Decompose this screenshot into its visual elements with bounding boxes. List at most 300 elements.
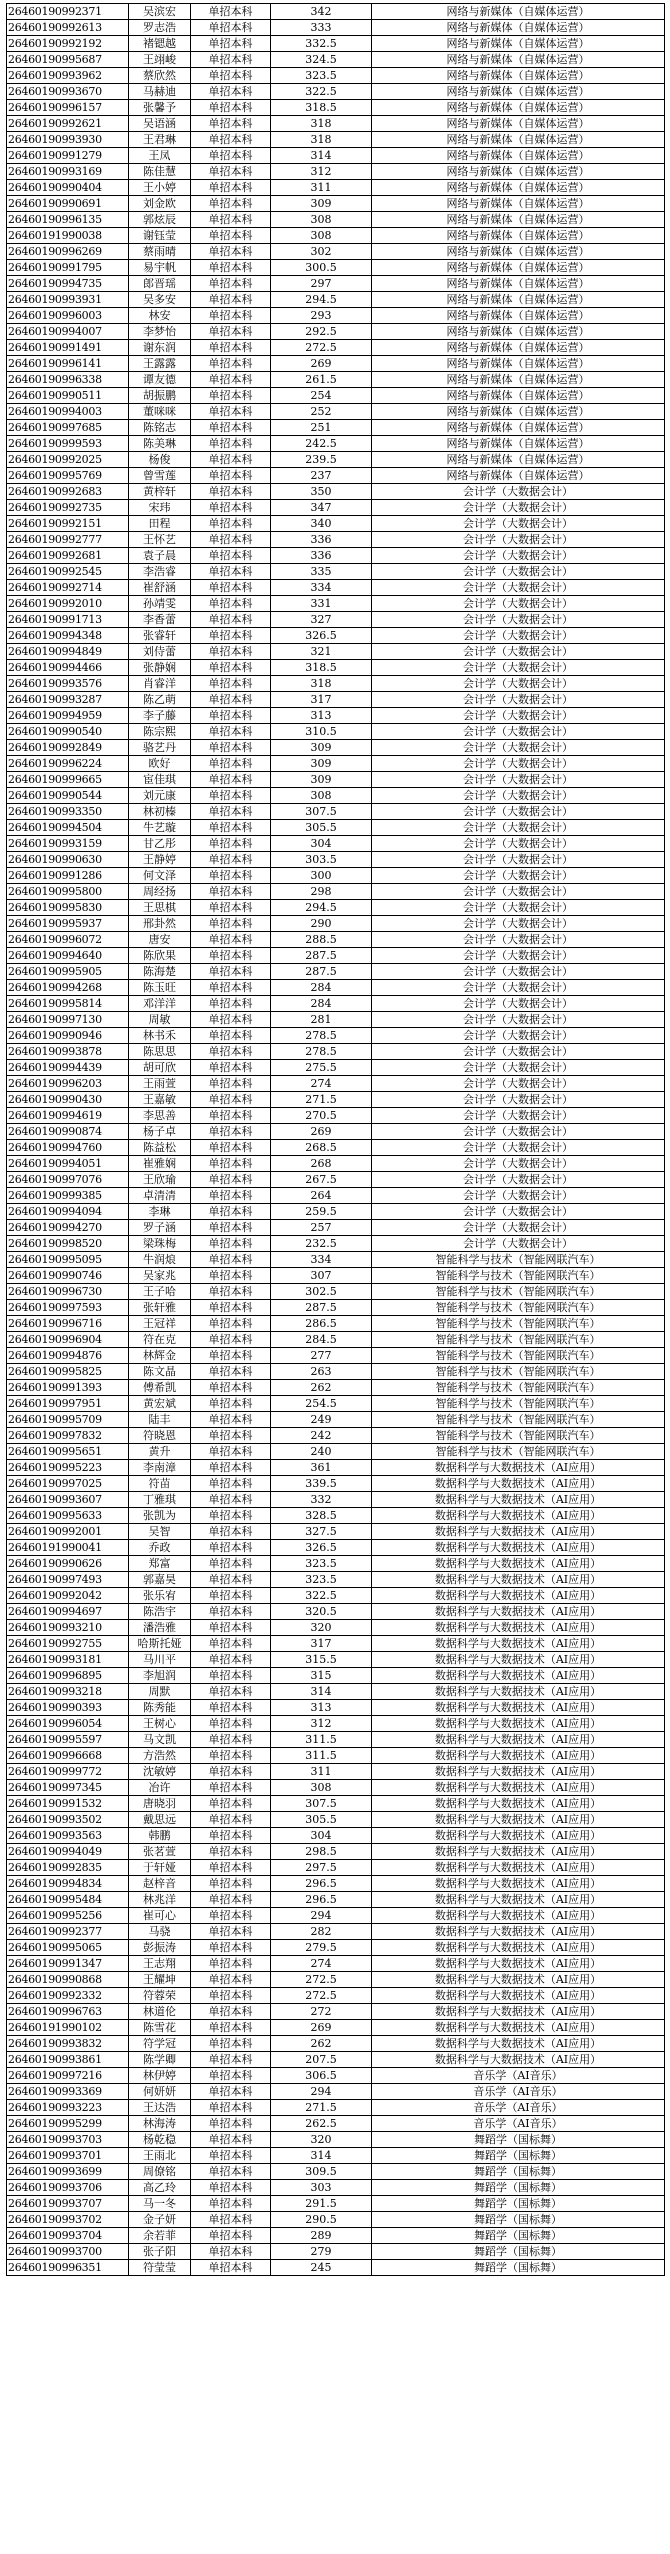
candidate-id-cell: 26460190993706	[7, 2180, 129, 2196]
table-row	[7, 964, 665, 980]
admission-type-cell: 单招本科	[191, 836, 271, 852]
table-row	[7, 676, 665, 692]
candidate-id-cell: 26460190993707	[7, 2196, 129, 2212]
major-cell: 会计学（大数据会计）	[372, 1204, 665, 1220]
candidate-id-cell: 26460190993700	[7, 2244, 129, 2260]
score-cell: 284	[271, 980, 372, 996]
table-row	[7, 452, 665, 468]
major-cell: 舞蹈学（国标舞）	[372, 2244, 665, 2260]
admission-type-cell: 单招本科	[191, 1476, 271, 1492]
major-cell: 数据科学与大数据技术（AI应用）	[372, 1924, 665, 1940]
candidate-name-cell: 陈铭志	[129, 420, 191, 436]
candidate-id-cell: 26460190999593	[7, 436, 129, 452]
score-cell: 290	[271, 916, 372, 932]
candidate-name-cell: 陈文晶	[129, 1364, 191, 1380]
major-cell: 数据科学与大数据技术（AI应用）	[372, 1972, 665, 1988]
score-cell: 308	[271, 788, 372, 804]
major-cell: 会计学（大数据会计）	[372, 1076, 665, 1092]
candidate-id-cell: 26460190995769	[7, 468, 129, 484]
candidate-name-cell: 黄梓轩	[129, 484, 191, 500]
score-cell: 288.5	[271, 932, 372, 948]
admission-type-cell: 单招本科	[191, 1300, 271, 1316]
score-cell: 278.5	[271, 1028, 372, 1044]
candidate-id-cell: 26460190992010	[7, 596, 129, 612]
candidate-id-cell: 26460190992613	[7, 20, 129, 36]
score-cell: 347	[271, 500, 372, 516]
admission-type-cell: 单招本科	[191, 404, 271, 420]
table-row	[7, 2132, 665, 2148]
candidate-name-cell: 张凯为	[129, 1508, 191, 1524]
candidate-id-cell: 26460190994834	[7, 1876, 129, 1892]
admission-type-cell: 单招本科	[191, 244, 271, 260]
candidate-id-cell: 26460190995709	[7, 1412, 129, 1428]
admission-type-cell: 单招本科	[191, 1620, 271, 1636]
candidate-name-cell: 哈斯托娅	[129, 1636, 191, 1652]
admission-type-cell: 单招本科	[191, 36, 271, 52]
candidate-id-cell: 26460190997685	[7, 420, 129, 436]
table-row	[7, 932, 665, 948]
score-cell: 302.5	[271, 1284, 372, 1300]
major-cell: 会计学（大数据会计）	[372, 580, 665, 596]
candidate-id-cell: 26460190994051	[7, 1156, 129, 1172]
admission-type-cell: 单招本科	[191, 1188, 271, 1204]
candidate-name-cell: 吴多安	[129, 292, 191, 308]
admission-type-cell: 单招本科	[191, 1236, 271, 1252]
candidate-id-cell: 26460190993169	[7, 164, 129, 180]
major-cell: 网络与新媒体（自媒体运营）	[372, 276, 665, 292]
table-row	[7, 692, 665, 708]
candidate-name-cell: 王雨萱	[129, 1076, 191, 1092]
major-cell: 舞蹈学（国标舞）	[372, 2212, 665, 2228]
score-cell: 317	[271, 1636, 372, 1652]
score-cell: 327	[271, 612, 372, 628]
candidate-name-cell: 符苗	[129, 1476, 191, 1492]
score-cell: 326.5	[271, 1540, 372, 1556]
admission-type-cell: 单招本科	[191, 1220, 271, 1236]
major-cell: 网络与新媒体（自媒体运营）	[372, 452, 665, 468]
candidate-name-cell: 李南漳	[129, 1460, 191, 1476]
table-row	[7, 564, 665, 580]
score-cell: 261.5	[271, 372, 372, 388]
admission-type-cell: 单招本科	[191, 4, 271, 20]
score-cell: 308	[271, 228, 372, 244]
score-cell: 294.5	[271, 292, 372, 308]
admission-list-table	[6, 3, 665, 2276]
score-cell: 311.5	[271, 1748, 372, 1764]
major-cell: 网络与新媒体（自媒体运营）	[372, 260, 665, 276]
major-cell: 会计学（大数据会计）	[372, 932, 665, 948]
score-cell: 304	[271, 1828, 372, 1844]
table-row	[7, 1428, 665, 1444]
admission-type-cell: 单招本科	[191, 996, 271, 1012]
candidate-id-cell: 26460190999772	[7, 1764, 129, 1780]
candidate-id-cell: 26460190996730	[7, 1284, 129, 1300]
table-row	[7, 1652, 665, 1668]
candidate-id-cell: 26460190992192	[7, 36, 129, 52]
table-row	[7, 1492, 665, 1508]
table-row	[7, 404, 665, 420]
score-cell: 327.5	[271, 1524, 372, 1540]
table-row	[7, 356, 665, 372]
major-cell: 智能科学与技术（智能网联汽车）	[372, 1316, 665, 1332]
score-cell: 314	[271, 1684, 372, 1700]
table-row	[7, 372, 665, 388]
score-cell: 263	[271, 1364, 372, 1380]
candidate-id-cell: 26460190993699	[7, 2164, 129, 2180]
candidate-id-cell: 26460190994760	[7, 1140, 129, 1156]
score-cell: 318	[271, 676, 372, 692]
score-cell: 269	[271, 356, 372, 372]
candidate-id-cell: 26460190994849	[7, 644, 129, 660]
candidate-name-cell: 林书禾	[129, 1028, 191, 1044]
score-cell: 332	[271, 1492, 372, 1508]
candidate-id-cell: 26460190994876	[7, 1348, 129, 1364]
score-cell: 294.5	[271, 900, 372, 916]
admission-type-cell: 单招本科	[191, 1524, 271, 1540]
candidate-name-cell: 陈浩宇	[129, 1604, 191, 1620]
score-cell: 264	[271, 1188, 372, 1204]
admission-type-cell: 单招本科	[191, 1876, 271, 1892]
candidate-id-cell: 26460190995299	[7, 2116, 129, 2132]
candidate-name-cell: 周默	[129, 1684, 191, 1700]
admission-type-cell: 单招本科	[191, 436, 271, 452]
major-cell: 会计学（大数据会计）	[372, 596, 665, 612]
candidate-id-cell: 26460190993704	[7, 2228, 129, 2244]
admission-type-cell: 单招本科	[191, 980, 271, 996]
candidate-id-cell: 26460190991491	[7, 340, 129, 356]
candidate-name-cell: 沈敏婷	[129, 1764, 191, 1780]
table-row	[7, 2148, 665, 2164]
admission-type-cell: 单招本科	[191, 2052, 271, 2068]
major-cell: 会计学（大数据会计）	[372, 1060, 665, 1076]
candidate-name-cell: 马骁	[129, 1924, 191, 1940]
admission-type-cell: 单招本科	[191, 1860, 271, 1876]
admission-type-cell: 单招本科	[191, 1012, 271, 1028]
admission-type-cell: 单招本科	[191, 1636, 271, 1652]
candidate-id-cell: 26460190993576	[7, 676, 129, 692]
score-cell: 272.5	[271, 1972, 372, 1988]
admission-type-cell: 单招本科	[191, 532, 271, 548]
major-cell: 网络与新媒体（自媒体运营）	[372, 228, 665, 244]
candidate-name-cell: 王小婷	[129, 180, 191, 196]
table-row	[7, 196, 665, 212]
candidate-id-cell: 26460190997025	[7, 1476, 129, 1492]
major-cell: 会计学（大数据会计）	[372, 1188, 665, 1204]
admission-type-cell: 单招本科	[191, 596, 271, 612]
major-cell: 会计学（大数据会计）	[372, 500, 665, 516]
score-cell: 318.5	[271, 100, 372, 116]
score-cell: 272	[271, 2004, 372, 2020]
score-cell: 269	[271, 1124, 372, 1140]
score-cell: 297.5	[271, 1860, 372, 1876]
score-cell: 328.5	[271, 1508, 372, 1524]
admission-type-cell: 单招本科	[191, 1364, 271, 1380]
score-cell: 242	[271, 1428, 372, 1444]
candidate-name-cell: 曾雪莲	[129, 468, 191, 484]
candidate-name-cell: 陈秀能	[129, 1700, 191, 1716]
admission-type-cell: 单招本科	[191, 1140, 271, 1156]
candidate-id-cell: 26460190993930	[7, 132, 129, 148]
score-cell: 297	[271, 276, 372, 292]
candidate-id-cell: 26460190994619	[7, 1108, 129, 1124]
admission-type-cell: 单招本科	[191, 1108, 271, 1124]
candidate-name-cell: 陈佳慧	[129, 164, 191, 180]
score-cell: 286.5	[271, 1316, 372, 1332]
table-row	[7, 2228, 665, 2244]
table-row	[7, 1028, 665, 1044]
score-cell: 311	[271, 180, 372, 196]
table-row	[7, 228, 665, 244]
score-cell: 279	[271, 2244, 372, 2260]
major-cell: 网络与新媒体（自媒体运营）	[372, 420, 665, 436]
table-row	[7, 1124, 665, 1140]
admission-type-cell: 单招本科	[191, 964, 271, 980]
candidate-id-cell: 26460190992545	[7, 564, 129, 580]
score-cell: 309.5	[271, 2164, 372, 2180]
score-cell: 252	[271, 404, 372, 420]
major-cell: 智能科学与技术（智能网联汽车）	[372, 1284, 665, 1300]
score-cell: 292.5	[271, 324, 372, 340]
candidate-name-cell: 周僚铭	[129, 2164, 191, 2180]
table-row	[7, 2196, 665, 2212]
candidate-name-cell: 杨俊	[129, 452, 191, 468]
score-cell: 320	[271, 1620, 372, 1636]
admission-type-cell: 单招本科	[191, 900, 271, 916]
candidate-id-cell: 26460190996351	[7, 2260, 129, 2276]
candidate-id-cell: 26460190997493	[7, 1572, 129, 1588]
candidate-name-cell: 张子阳	[129, 2244, 191, 2260]
table-row	[7, 644, 665, 660]
table-row	[7, 1188, 665, 1204]
table-row	[7, 1940, 665, 1956]
admission-type-cell: 单招本科	[191, 564, 271, 580]
major-cell: 会计学（大数据会计）	[372, 644, 665, 660]
candidate-name-cell: 吴滨宏	[129, 4, 191, 20]
major-cell: 会计学（大数据会计）	[372, 1044, 665, 1060]
score-cell: 282	[271, 1924, 372, 1940]
candidate-name-cell: 乔政	[129, 1540, 191, 1556]
score-cell: 242.5	[271, 436, 372, 452]
candidate-id-cell: 26460190995937	[7, 916, 129, 932]
score-cell: 313	[271, 1700, 372, 1716]
candidate-id-cell: 26460190991713	[7, 612, 129, 628]
table-row	[7, 1860, 665, 1876]
admission-type-cell: 单招本科	[191, 868, 271, 884]
admission-type-cell: 单招本科	[191, 2036, 271, 2052]
candidate-name-cell: 符在克	[129, 1332, 191, 1348]
admission-type-cell: 单招本科	[191, 388, 271, 404]
admission-type-cell: 单招本科	[191, 68, 271, 84]
admission-type-cell: 单招本科	[191, 1396, 271, 1412]
table-row	[7, 20, 665, 36]
candidate-id-cell: 26460190993350	[7, 804, 129, 820]
table-row	[7, 1924, 665, 1940]
major-cell: 音乐学（AI音乐）	[372, 2100, 665, 2116]
score-cell: 274	[271, 1076, 372, 1092]
candidate-name-cell: 胡可欣	[129, 1060, 191, 1076]
table-row	[7, 1796, 665, 1812]
candidate-name-cell: 王志翔	[129, 1956, 191, 1972]
major-cell: 数据科学与大数据技术（AI应用）	[372, 1956, 665, 1972]
admission-type-cell: 单招本科	[191, 1940, 271, 1956]
candidate-id-cell: 26460190998520	[7, 1236, 129, 1252]
major-cell: 智能科学与技术（智能网联汽车）	[372, 1380, 665, 1396]
table-row	[7, 1876, 665, 1892]
score-cell: 303	[271, 2180, 372, 2196]
score-cell: 245	[271, 2260, 372, 2276]
score-cell: 240	[271, 1444, 372, 1460]
admission-type-cell: 单招本科	[191, 932, 271, 948]
admission-type-cell: 单招本科	[191, 644, 271, 660]
score-cell: 271.5	[271, 2100, 372, 2116]
score-cell: 307	[271, 1268, 372, 1284]
major-cell: 数据科学与大数据技术（AI应用）	[372, 1748, 665, 1764]
candidate-name-cell: 宦佳琪	[129, 772, 191, 788]
candidate-id-cell: 26460190994049	[7, 1844, 129, 1860]
candidate-name-cell: 周经扬	[129, 884, 191, 900]
candidate-id-cell: 26460190992621	[7, 116, 129, 132]
score-cell: 350	[271, 484, 372, 500]
candidate-id-cell: 26460190995814	[7, 996, 129, 1012]
candidate-name-cell: 林辉金	[129, 1348, 191, 1364]
admission-type-cell: 单招本科	[191, 2020, 271, 2036]
admission-type-cell: 单招本科	[191, 884, 271, 900]
admission-type-cell: 单招本科	[191, 260, 271, 276]
major-cell: 网络与新媒体（自媒体运营）	[372, 132, 665, 148]
candidate-name-cell: 郭嘉昊	[129, 1572, 191, 1588]
candidate-id-cell: 26460190995905	[7, 964, 129, 980]
candidate-id-cell: 26460190991279	[7, 148, 129, 164]
admission-type-cell: 单招本科	[191, 1028, 271, 1044]
candidate-name-cell: 梁珠梅	[129, 1236, 191, 1252]
admission-type-cell: 单招本科	[191, 2196, 271, 2212]
major-cell: 网络与新媒体（自媒体运营）	[372, 68, 665, 84]
table-row	[7, 612, 665, 628]
score-cell: 312	[271, 1716, 372, 1732]
score-cell: 336	[271, 548, 372, 564]
candidate-id-cell: 26460190990404	[7, 180, 129, 196]
admission-type-cell: 单招本科	[191, 708, 271, 724]
table-row	[7, 788, 665, 804]
score-cell: 271.5	[271, 1092, 372, 1108]
candidate-id-cell: 26460190992681	[7, 548, 129, 564]
admission-type-cell: 单招本科	[191, 20, 271, 36]
major-cell: 会计学（大数据会计）	[372, 612, 665, 628]
table-row	[7, 292, 665, 308]
major-cell: 智能科学与技术（智能网联汽车）	[372, 1396, 665, 1412]
table-row	[7, 1636, 665, 1652]
candidate-id-cell: 26460190993502	[7, 1812, 129, 1828]
table-row	[7, 2180, 665, 2196]
table-row	[7, 660, 665, 676]
admission-type-cell: 单招本科	[191, 1764, 271, 1780]
admission-type-cell: 单招本科	[191, 1908, 271, 1924]
candidate-name-cell: 谢东润	[129, 340, 191, 356]
candidate-name-cell: 刘元康	[129, 788, 191, 804]
candidate-id-cell: 26460190994094	[7, 1204, 129, 1220]
score-cell: 315.5	[271, 1652, 372, 1668]
admission-type-cell: 单招本科	[191, 1460, 271, 1476]
admission-type-cell: 单招本科	[191, 1972, 271, 1988]
candidate-name-cell: 骆艺丹	[129, 740, 191, 756]
candidate-name-cell: 张茗萱	[129, 1844, 191, 1860]
major-cell: 数据科学与大数据技术（AI应用）	[372, 1476, 665, 1492]
candidate-name-cell: 卓清清	[129, 1188, 191, 1204]
major-cell: 数据科学与大数据技术（AI应用）	[372, 1700, 665, 1716]
admission-type-cell: 单招本科	[191, 500, 271, 516]
admission-type-cell: 单招本科	[191, 1652, 271, 1668]
admission-type-cell: 单招本科	[191, 1844, 271, 1860]
major-cell: 会计学（大数据会计）	[372, 1108, 665, 1124]
major-cell: 数据科学与大数据技术（AI应用）	[372, 1636, 665, 1652]
candidate-name-cell: 王思棋	[129, 900, 191, 916]
score-cell: 318.5	[271, 660, 372, 676]
table-row	[7, 1140, 665, 1156]
major-cell: 会计学（大数据会计）	[372, 676, 665, 692]
major-cell: 数据科学与大数据技术（AI应用）	[372, 1908, 665, 1924]
candidate-name-cell: 高乙玲	[129, 2180, 191, 2196]
major-cell: 数据科学与大数据技术（AI应用）	[372, 1812, 665, 1828]
candidate-name-cell: 李琳	[129, 1204, 191, 1220]
major-cell: 会计学（大数据会计）	[372, 1156, 665, 1172]
major-cell: 会计学（大数据会计）	[372, 1236, 665, 1252]
table-row	[7, 1524, 665, 1540]
major-cell: 数据科学与大数据技术（AI应用）	[372, 1764, 665, 1780]
candidate-id-cell: 26460190999665	[7, 772, 129, 788]
major-cell: 数据科学与大数据技术（AI应用）	[372, 1460, 665, 1476]
candidate-name-cell: 王达浩	[129, 2100, 191, 2116]
admission-type-cell: 单招本科	[191, 1588, 271, 1604]
candidate-id-cell: 26460190994003	[7, 404, 129, 420]
major-cell: 数据科学与大数据技术（AI应用）	[372, 1876, 665, 1892]
score-cell: 309	[271, 196, 372, 212]
candidate-id-cell: 26460190994735	[7, 276, 129, 292]
score-cell: 298.5	[271, 1844, 372, 1860]
score-cell: 320.5	[271, 1604, 372, 1620]
candidate-name-cell: 谢钰莹	[129, 228, 191, 244]
table-row	[7, 740, 665, 756]
score-cell: 267.5	[271, 1172, 372, 1188]
score-cell: 294	[271, 2084, 372, 2100]
candidate-name-cell: 林道伦	[129, 2004, 191, 2020]
candidate-id-cell: 26460190996141	[7, 356, 129, 372]
candidate-name-cell: 杨乾稳	[129, 2132, 191, 2148]
table-row	[7, 868, 665, 884]
candidate-id-cell: 26460190990544	[7, 788, 129, 804]
score-cell: 333	[271, 20, 372, 36]
admission-type-cell: 单招本科	[191, 1092, 271, 1108]
major-cell: 数据科学与大数据技术（AI应用）	[372, 2052, 665, 2068]
score-cell: 311.5	[271, 1732, 372, 1748]
score-cell: 207.5	[271, 2052, 372, 2068]
candidate-name-cell: 郑富	[129, 1556, 191, 1572]
table-row	[7, 2164, 665, 2180]
candidate-name-cell: 吴家兆	[129, 1268, 191, 1284]
table-row	[7, 2084, 665, 2100]
admission-type-cell: 单招本科	[191, 1316, 271, 1332]
candidate-id-cell: 26460190996224	[7, 756, 129, 772]
table-row	[7, 948, 665, 964]
candidate-name-cell: 王欣瑜	[129, 1172, 191, 1188]
table-row	[7, 532, 665, 548]
table-row	[7, 1908, 665, 1924]
candidate-name-cell: 陈益松	[129, 1140, 191, 1156]
admission-type-cell: 单招本科	[191, 1668, 271, 1684]
admission-type-cell: 单招本科	[191, 196, 271, 212]
admission-type-cell: 单招本科	[191, 116, 271, 132]
table-row	[7, 180, 665, 196]
candidate-id-cell: 26460190993931	[7, 292, 129, 308]
